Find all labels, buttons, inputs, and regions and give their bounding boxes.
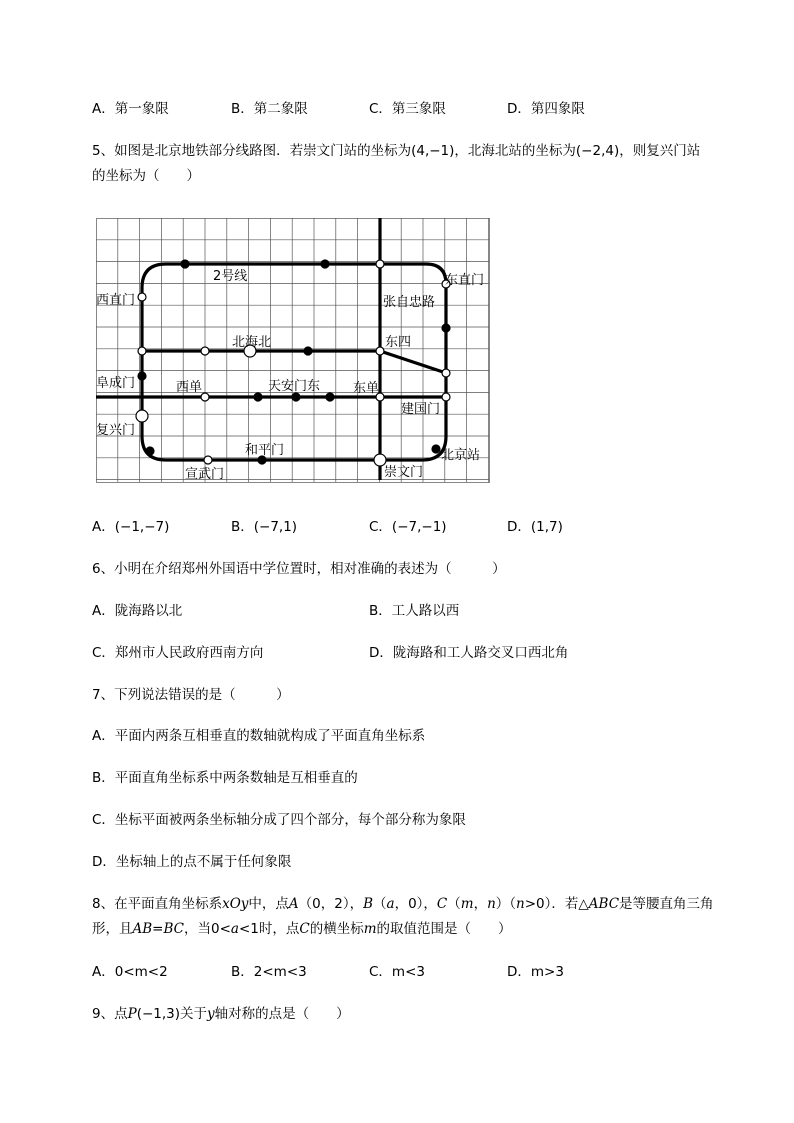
station-marker-hollow: [136, 410, 148, 422]
map-label-fuxingmen: 复兴门: [96, 423, 136, 438]
station-marker-hollow: [201, 347, 209, 355]
q7-option-a: A．平面内两条互相垂直的数轴就构成了平面直角坐标系: [92, 728, 426, 744]
q7-stem: 7、下列说法错误的是（ ）: [92, 687, 290, 703]
q8-option-c: C．m<3: [369, 964, 425, 980]
q6-stem: 6、小明在介绍郑州外国语中学位置时，相对准确的表述为（ ）: [92, 561, 506, 577]
q6-option-b: B．工人路以西: [369, 603, 460, 619]
q7-option-d: D．坐标轴上的点不属于任何象限: [92, 854, 292, 870]
q5-option-d: D．(1,7): [507, 519, 563, 535]
q5-stem-line2: 的坐标为（ ）: [92, 168, 200, 184]
station-marker-hollow: [138, 347, 146, 355]
q5-stem-line1: 5、如图是北京地铁部分线路图．若崇文门站的坐标为(4,−1)，北海北站的坐标为(−2,4)，则复兴门站: [92, 143, 701, 159]
q5-option-c: C．(−7,−1): [369, 519, 447, 535]
map-label-xizhimen: 西直门: [96, 293, 136, 308]
map-label-zhangzizhonglu: 张自忠路: [383, 295, 436, 310]
q8-option-b: B．2<m<3: [231, 964, 307, 980]
station-marker-filled: [442, 324, 450, 332]
station-marker-hollow: [204, 456, 212, 464]
station-marker-filled: [304, 347, 312, 355]
q8-stem-line1: 8、在平面直角坐标系xOy中，点A（0，2），B（a，0），C（m，n）（n>0）．若△ABC是等腰直角三角: [92, 896, 714, 912]
station-marker-filled: [181, 260, 189, 268]
q6-option-d: D．陇海路和工人路交叉口西北角: [369, 645, 569, 661]
line-2-loop: [142, 264, 446, 460]
station-marker-hollow: [442, 393, 450, 401]
station-marker-hollow: [201, 393, 209, 401]
map-label-tiananmendong: 天安门东: [268, 379, 321, 394]
q5-option-a: A．(−1,−7): [92, 519, 170, 535]
q8-option-a: A．0<m<2: [92, 964, 168, 980]
q4-option-d: D．第四象限: [507, 101, 585, 117]
map-label-xuanwumen: 宣武门: [185, 467, 225, 482]
map-label-dongdan: 东单: [353, 381, 380, 396]
map-label-hepingmen: 和平门: [245, 443, 285, 458]
map-label-beihaibei: 北海北: [232, 335, 272, 350]
q5-option-b: B．(−7,1): [231, 519, 298, 535]
map-label-dongzhimen: 东直门: [445, 273, 485, 288]
map-label-line-2: 2号线: [213, 269, 248, 284]
map-label-beijingzhan: 北京站: [441, 448, 481, 463]
map-label-jianguomen: 建国门: [401, 402, 441, 417]
q6-option-a: A．陇海路以北: [92, 603, 183, 619]
q9-stem: 9、点P(−1,3)关于y轴对称的点是（ ）: [92, 1006, 350, 1022]
station-marker-filled: [432, 445, 440, 453]
q7-option-b: B．平面直角坐标系中两条数轴是互相垂直的: [92, 770, 358, 786]
q6-option-c: C．郑州市人民政府西南方向: [92, 645, 264, 661]
map-label-fuchengmen: 阜成门: [96, 376, 136, 391]
q4-option-c: C．第三象限: [369, 101, 446, 117]
station-marker-hollow: [376, 260, 384, 268]
q8-stem-line2: 形，且AB=BC，当0<a<1时，点C的横坐标m的取值范围是（ ）: [92, 921, 512, 937]
station-marker-hollow: [376, 347, 384, 355]
station-marker-hollow: [442, 369, 450, 377]
station-marker-filled: [254, 393, 262, 401]
q4-option-b: B．第二象限: [231, 101, 308, 117]
q4-option-a: A．第一象限: [92, 101, 169, 117]
map-label-dongsi: 东四: [385, 335, 412, 350]
station-marker-filled: [326, 393, 334, 401]
station-marker-filled: [146, 447, 154, 455]
line-diagonal-dongsi: [380, 351, 446, 373]
subway-map-figure: [96, 218, 492, 486]
q8-option-d: D．m>3: [507, 964, 564, 980]
map-label-chongwenmen: 崇文门: [384, 465, 424, 480]
q7-option-c: C．坐标平面被两条坐标轴分成了四个部分，每个部分称为象限: [92, 812, 466, 828]
station-marker-filled: [321, 260, 329, 268]
station-marker-filled: [292, 393, 300, 401]
map-label-xidan: 西单: [176, 380, 203, 395]
station-marker-filled: [138, 372, 146, 380]
station-marker-hollow: [138, 293, 146, 301]
